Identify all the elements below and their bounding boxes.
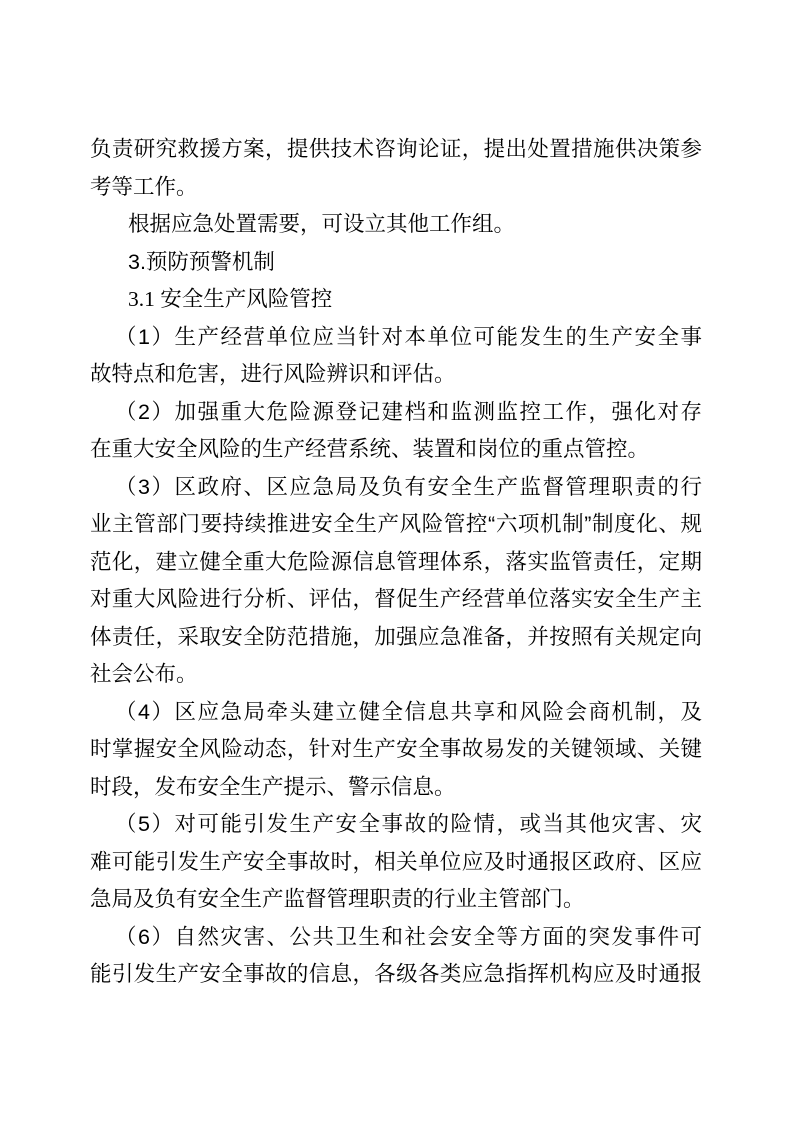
text-line: 对重大风险进行分析、评估，督促生产经营单位落实安全生产主: [90, 587, 702, 611]
subsection-heading: 3.1 安全生产风险管控: [128, 287, 333, 311]
text-line: 根据应急处置需要，可设立其他工作组。: [128, 212, 516, 236]
text-line: 业主管部门要持续推进安全生产风险管控“六项机制”制度化、规: [90, 512, 702, 536]
text-line: （1）生产经营单位应当针对本单位可能发生的生产安全事: [115, 324, 702, 349]
text-line: 范化，建立健全重大危险源信息管理体系，落实监管责任，定期: [90, 549, 702, 574]
text-line: （3）区政府、区应急局及负有安全生产监督管理职责的行: [115, 474, 702, 499]
text-line: （4）区应急局牵头建立健全信息共享和风险会商机制，及: [115, 699, 702, 724]
text-line: 考等工作。: [90, 174, 198, 199]
text-line: 故特点和危害，进行风险辨识和评估。: [90, 362, 456, 386]
text-line: （6）自然灾害、公共卫生和社会安全等方面的突发事件可: [115, 924, 702, 949]
text-line: 急局及负有安全生产监督管理职责的行业主管部门。: [90, 887, 585, 911]
text-line: 负责研究救援方案，提供技术咨询论证，提出处置措施供决策参: [90, 137, 702, 161]
text-line: （2）加强重大危险源登记建档和监测监控工作，强化对存: [115, 399, 702, 424]
text-line: （5）对可能引发生产安全事故的险情，或当其他灾害、灾: [115, 812, 702, 836]
text-line: 时掌握安全风险动态，针对生产安全事故易发的关键领域、关键: [90, 737, 702, 761]
text-line: 社会公布。: [90, 662, 198, 686]
text-line: 在重大安全风险的生产经营系统、装置和岗位的重点管控。: [90, 437, 650, 461]
text-line: 能引发生产安全事故的信息，各级各类应急指挥机构应及时通报: [90, 962, 702, 986]
document-text: [90, 131, 702, 994]
text-line: 难可能引发生产安全事故时，相关单位应及时通报区政府、区应: [90, 849, 702, 874]
text-line: 体责任，采取安全防范措施，加强应急准备，并按照有关规定向: [90, 624, 702, 649]
text-line: 时段，发布安全生产提示、警示信息。: [90, 774, 456, 799]
section-heading: 3.预防预警机制: [128, 249, 275, 274]
